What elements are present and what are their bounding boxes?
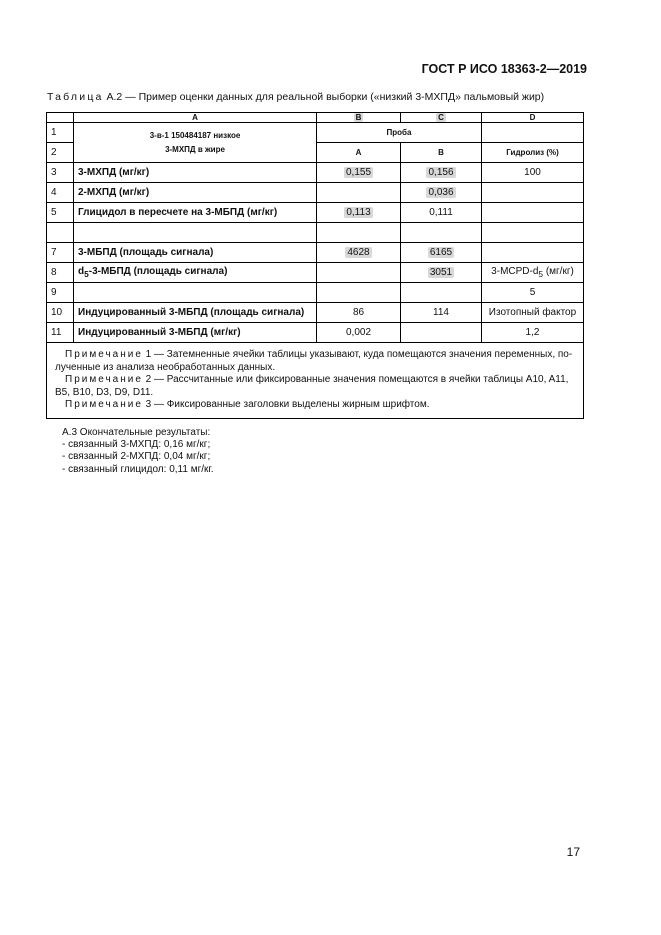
cell-value: Изотопный фактор [482, 303, 584, 323]
hydrolysis-header: Гидролиз (%) [482, 143, 584, 163]
row-number: 4 [47, 183, 74, 203]
document-standard-header: ГОСТ Р ИСО 18363-2—2019 [421, 62, 587, 76]
table-column-header-row [47, 113, 584, 123]
table-caption-text: А.2 — Пример оценки данных для реальной выборки («низкий 3-МХПД» пальмовый жир) [103, 91, 545, 103]
row-number: 8 [47, 263, 74, 283]
note-1: Примечание 1 — Затемненные ячейки таблицы указывают, куда помещаются значения переменных, по- [65, 349, 573, 360]
table-row [47, 303, 584, 323]
row-label: 2-МХПД (мг/кг) [74, 183, 317, 203]
row-label: 3-МБПД (площадь сигнала) [74, 243, 317, 263]
table-caption [47, 91, 544, 103]
table-row [47, 263, 584, 283]
table-row [47, 123, 584, 143]
cell-value: 0,156 [428, 167, 454, 178]
cell-value [401, 283, 482, 303]
list-item: - связанный 2-МХПД: 0,04 мг/кг; [62, 451, 211, 463]
row-label: $d_5-3$-МБПД (площадь сигнала) [74, 263, 317, 283]
cell-value: 6165 [429, 247, 453, 258]
row-label: Глицидол в пересчете на 3-МБПД (мг/кг) [74, 203, 317, 223]
cell-value: 86 [317, 303, 401, 323]
cell-value: 0,113 [346, 207, 371, 218]
cell-value [317, 263, 401, 283]
row-label: 3-МХПД (мг/кг) [74, 163, 317, 183]
cell-value: 5 [482, 283, 584, 303]
cell-value: 100 [482, 163, 584, 183]
column-header-a: A [74, 113, 317, 123]
list-item: - связанный 3-МХПД: 0,16 мг/кг; [62, 439, 211, 451]
table-notes [47, 343, 584, 419]
cell-value [401, 323, 482, 343]
cell-value: 114 [401, 303, 482, 323]
column-header-d: D [482, 113, 584, 123]
note-3: Примечание 3 — Фиксированные заголовки выделены жирным шрифтом. [65, 399, 430, 410]
table-row [47, 323, 584, 343]
cell-value: 0,155 [345, 167, 372, 178]
row-label: Индуцированный 3-МБПД (площадь сигнала) [74, 303, 317, 323]
table-row-empty [47, 223, 584, 243]
cell-value [482, 203, 584, 223]
note-2-continuation: B5, B10, D3, D9, D11. [55, 386, 154, 398]
list-item: - связанный глицидол: 0,11 мг/кг. [62, 463, 214, 475]
probe-header: Проба [317, 123, 482, 143]
cell-value [317, 283, 401, 303]
column-header-b: B [317, 113, 401, 123]
row-number: 9 [47, 283, 74, 303]
probe-a-header: A [317, 143, 401, 163]
cell-value: 1,2 [482, 323, 584, 343]
cell-value: 4628 [347, 247, 370, 258]
row-number: 11 [47, 323, 74, 343]
note-1-continuation: лученные из анализа необработанных данных. [55, 361, 276, 373]
row-number: 2 [47, 143, 74, 163]
row-number: 1 [47, 123, 74, 143]
row-label [74, 283, 317, 303]
table-row [47, 243, 584, 263]
data-table [46, 112, 584, 419]
table-notes-row [47, 343, 584, 419]
probe-b-header: B [401, 143, 482, 163]
table-row [47, 163, 584, 183]
table-row [47, 283, 584, 303]
cell-value [482, 243, 584, 263]
cell-value [317, 183, 401, 203]
table-row [47, 183, 584, 203]
cell-value: 0,002 [317, 323, 401, 343]
note-2: Примечание 2 — Рассчитанные или фиксированные значения помещаются в ячейки таблицы A10, A11, [65, 374, 569, 385]
final-results [62, 427, 214, 476]
cell-value: 0,036 [428, 187, 454, 198]
row-label: Индуцированный 3-МБПД (мг/кг) [74, 323, 317, 343]
final-results-title: А.3 Окончательные результаты: [62, 427, 211, 438]
page-number: 17 [566, 845, 580, 859]
row-number: 3 [47, 163, 74, 183]
cell-value [482, 183, 584, 203]
table-row [47, 203, 584, 223]
row-number: 5 [47, 203, 74, 223]
column-header-c: C [401, 113, 482, 123]
cell-value: 3051 [429, 267, 453, 278]
table-caption-label: Таблица [47, 91, 104, 103]
sample-description: 3-в-1 150484187 низкое 3-МХПД в жире [74, 123, 317, 163]
row-number: 7 [47, 243, 74, 263]
row-number: 10 [47, 303, 74, 323]
cell-value: 0,111 [401, 203, 482, 223]
cell-value: $3-MCPD-d_5$ (мг/кг) [482, 263, 584, 283]
